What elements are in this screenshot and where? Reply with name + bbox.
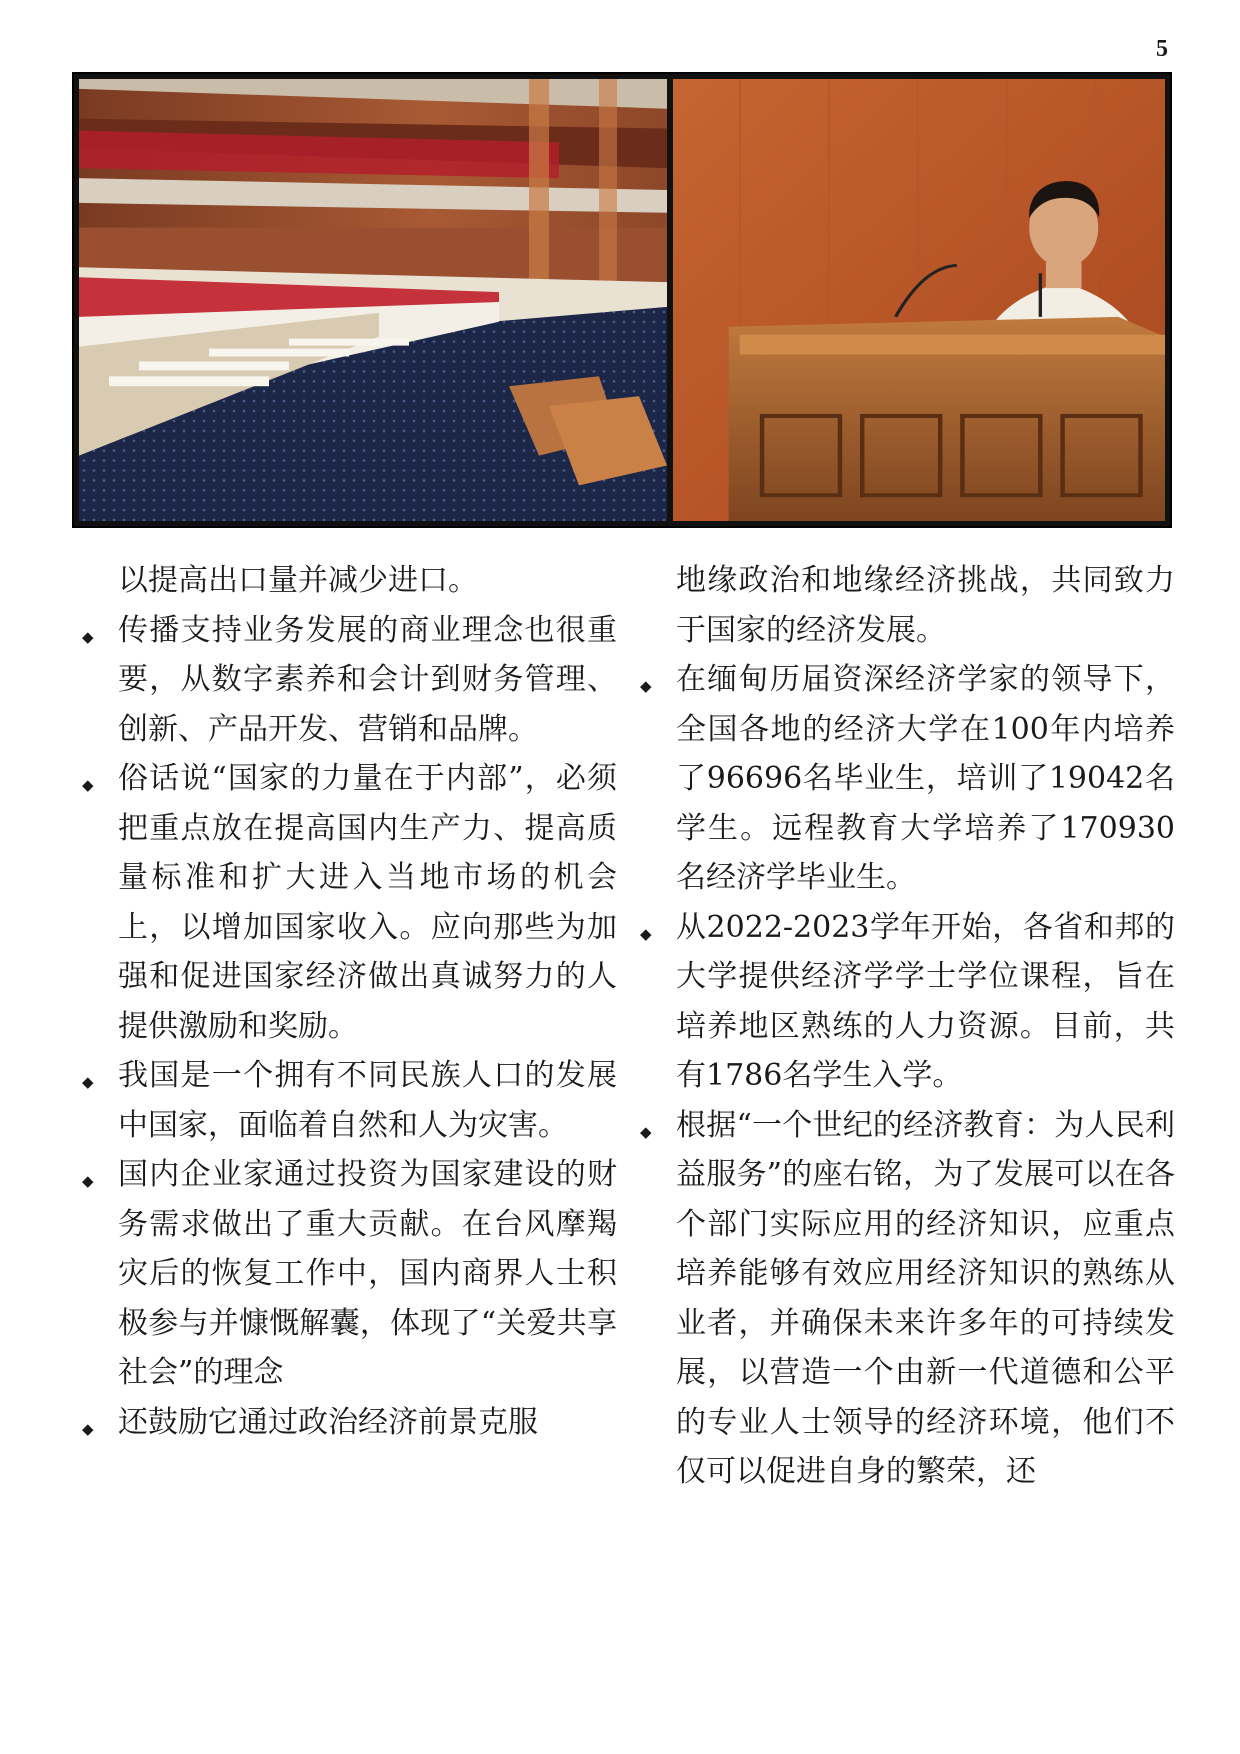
bullet-text: 根据“一个世纪的经济教育：为人民利益服务”的座右铭，为了发展可以在各个部门实际应用的经济知识，应重点培养能够有效应用经济知识的熟练从业者，并确保未来许多年的可持续发展，以营造一个由新一代道德和公平的专业人士领导的经济环境，他们不仅可以促进自身的繁荣，还 [676,1107,1175,1489]
diamond-bullet-icon: ◆ [82,1073,94,1091]
page-number: 5 [1156,36,1168,62]
diamond-bullet-icon: ◆ [82,1172,94,1190]
paragraph-continuation [640,556,1175,655]
bullet-text: 我国是一个拥有不同民族人口的发展中国家，面临着自然和人为灾害。 [118,1058,617,1143]
diamond-bullet-icon: ◆ [640,677,652,695]
photo-banner [72,72,1172,528]
bullet-text: 还鼓励它通过政治经济前景克服 [118,1404,538,1440]
bullet-item [82,1398,617,1448]
paragraph-continuation [82,556,617,606]
conference-hall-photo [79,79,667,521]
diamond-bullet-icon: ◆ [82,627,94,646]
right-column [640,556,1175,1497]
left-column [82,556,617,1447]
bullet-item [640,903,1175,1101]
bullet-text: 俗话说“国家的力量在于内部”，必须把重点放在提高国内生产力、提高质量标准和扩大进入当地市场的机会上，以增加国家收入。应向那些为加强和促进国家经济做出真诚努力的人提供激励和奖励。 [118,761,617,1044]
diamond-bullet-icon: ◆ [640,924,652,943]
diamond-bullet-icon: ◆ [82,776,94,794]
bullet-text: 从2022-2023学年开始，各省和邦的大学提供经济学学士学位课程，旨在培养地区熟练的人力资源。目前，共有1786名学生入学。 [676,909,1175,1093]
diamond-bullet-icon: ◆ [82,1419,94,1438]
bullet-text: 传播支持业务发展的商业理念也很重要，从数字素养和会计到财务管理、创新、产品开发、营销和品牌。 [118,612,617,747]
bullet-text: 在缅甸历届资深经济学家的领导下，全国各地的经济大学在100年内培养了96696名毕业生，培训了19042名学生。远程教育大学培养了170930名经济学毕业生。 [676,662,1175,895]
continuation-text: 以提高出口量并减少进口。 [118,563,478,598]
bullet-item [82,1051,617,1150]
bullet-item [640,1101,1175,1497]
bullet-item [82,606,617,755]
bullet-item [82,1150,617,1398]
bullet-item [640,655,1175,903]
diamond-bullet-icon: ◆ [640,1122,652,1141]
continuation-text: 地缘政治和地缘经济挑战，共同致力于国家的经济发展。 [676,563,1175,648]
bullet-item [82,754,617,1051]
bullet-text: 国内企业家通过投资为国家建设的财务需求做出了重大贡献。在台风摩羯灾后的恢复工作中，国内商界人士积极参与并慷慨解囊，体现了“关爱共享社会”的理念 [118,1157,617,1390]
speaker-photo [673,79,1165,521]
